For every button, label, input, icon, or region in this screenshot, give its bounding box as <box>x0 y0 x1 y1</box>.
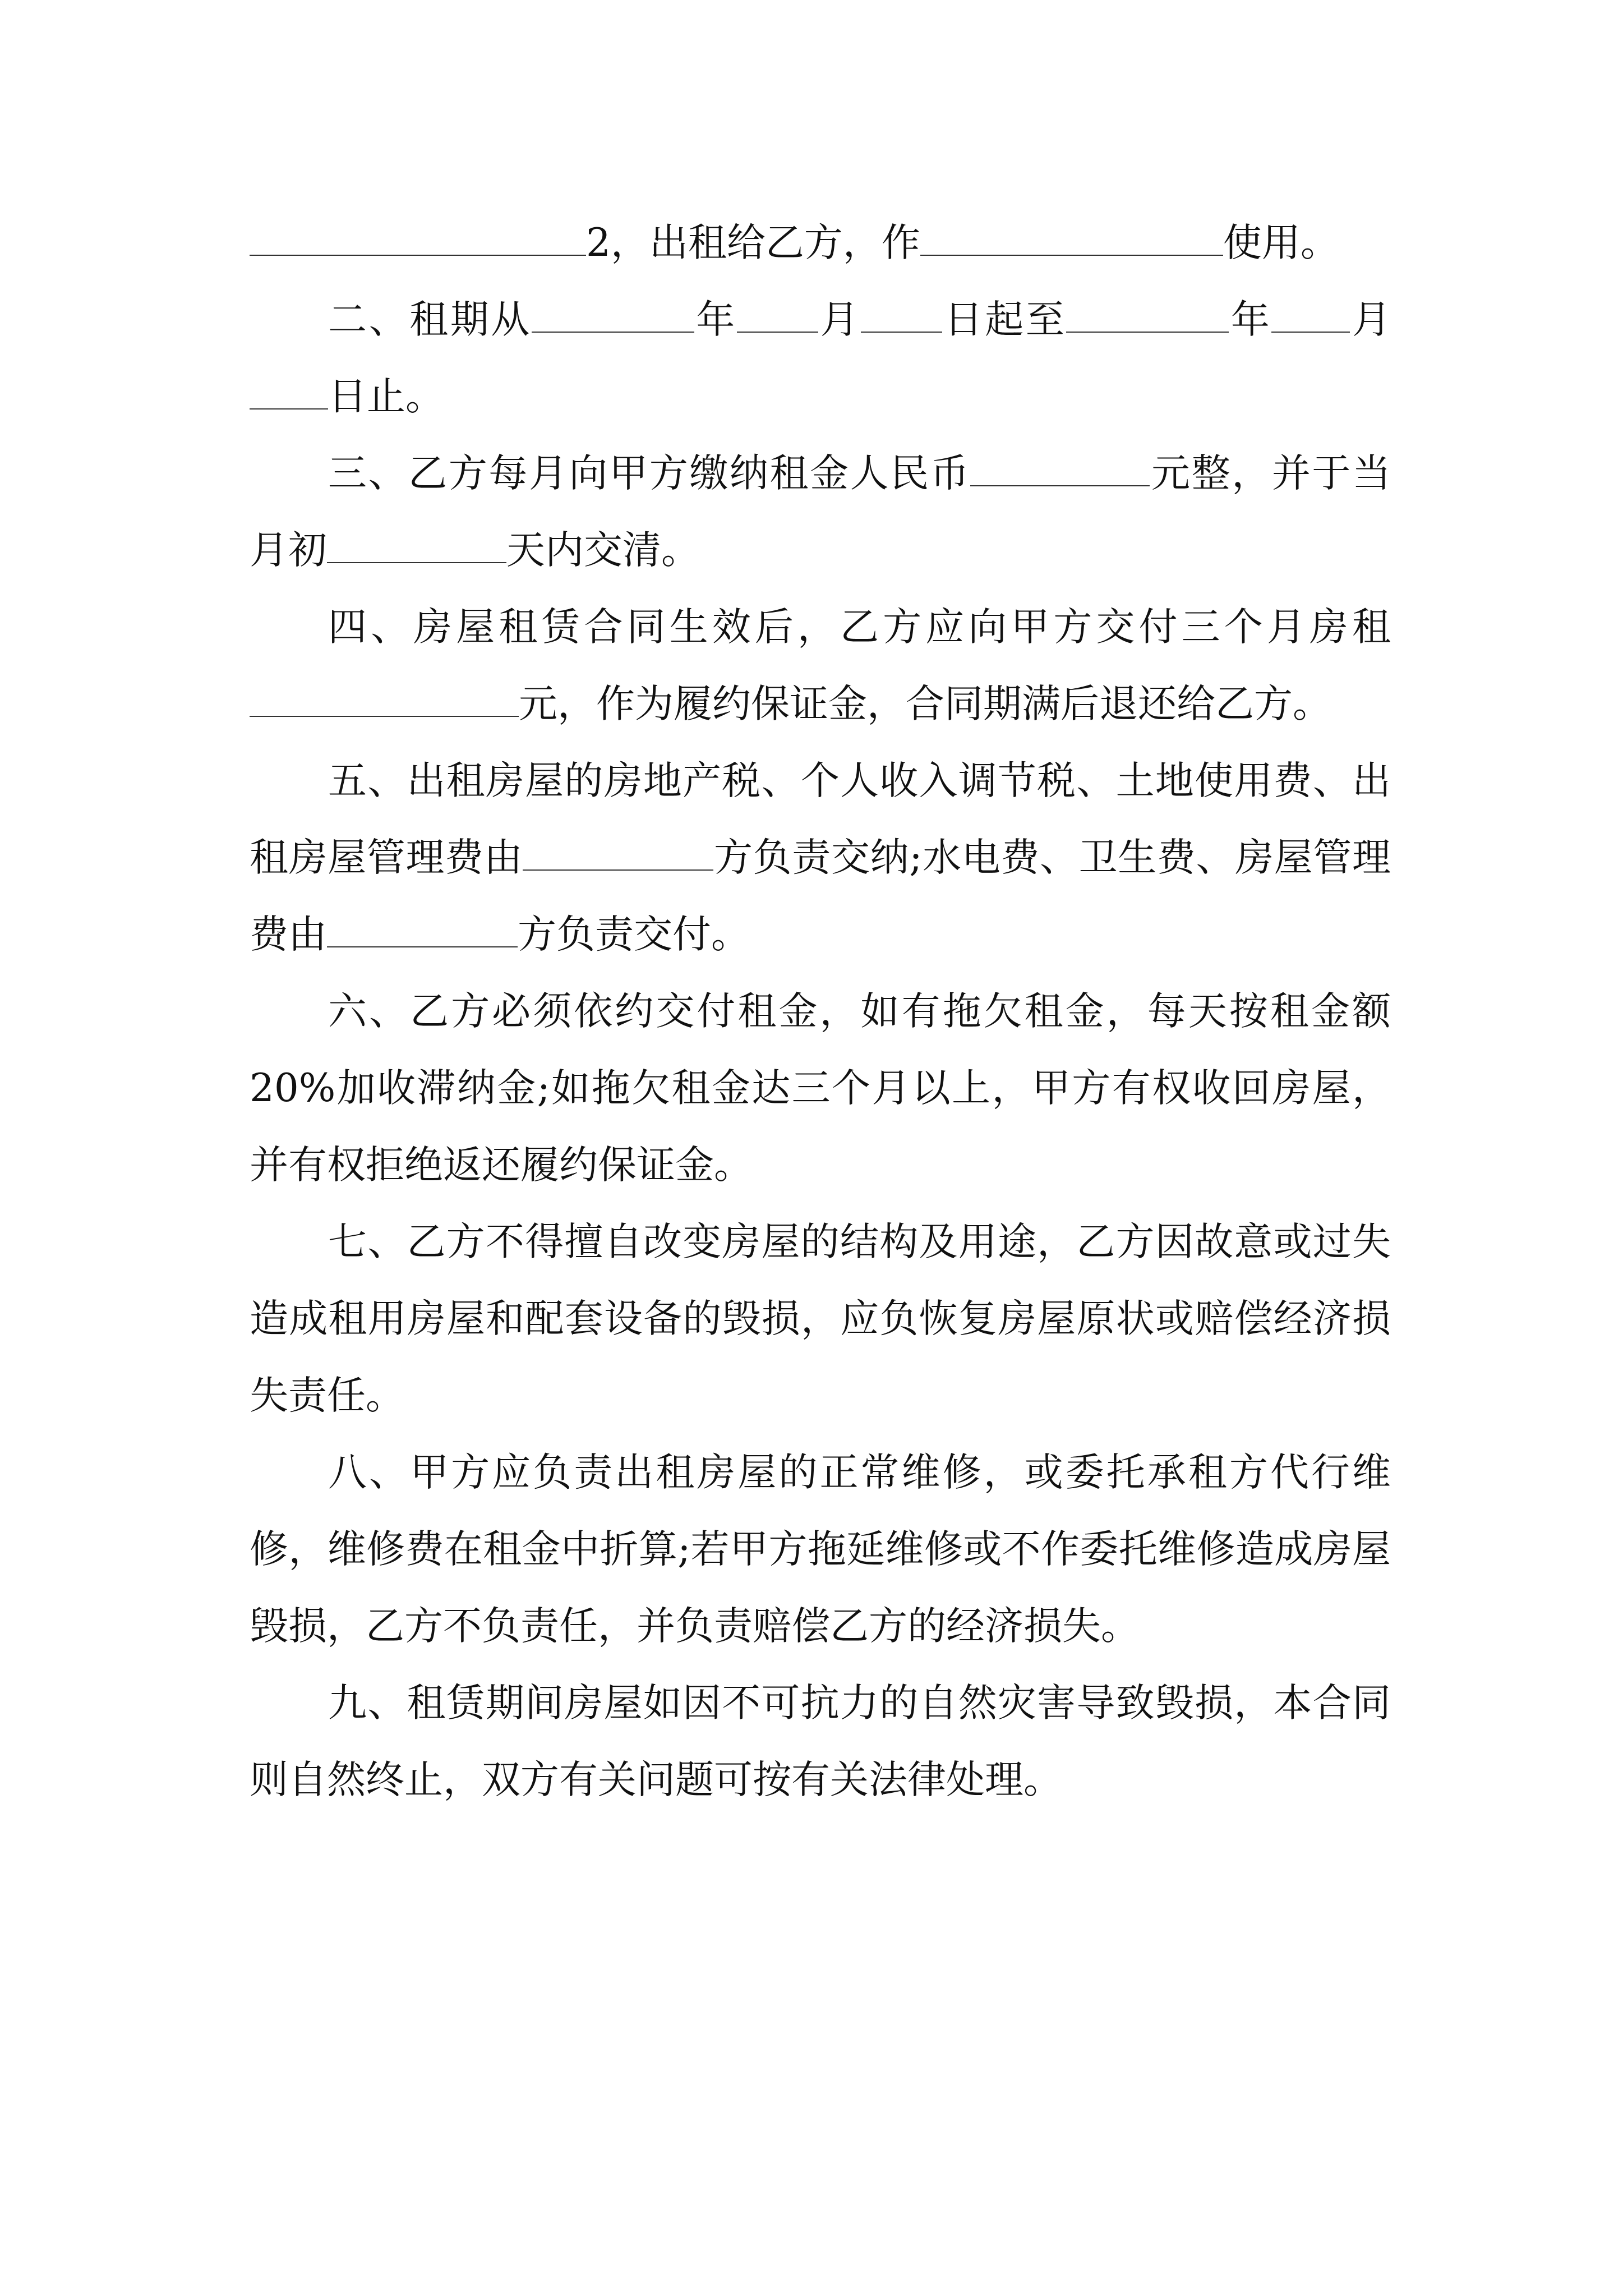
blank-line <box>250 679 519 717</box>
paragraph-fees <box>250 743 1391 973</box>
text-segment: 元，作为履约保证金，合同期满后退还给乙方。 <box>519 682 1331 726</box>
text-segment: 五、出租房屋的房地产税、个人收入调节税、土地使用费、出租房屋管理费由 <box>250 758 1391 880</box>
text-segment: 二、租期从 <box>328 297 532 342</box>
paragraph-alterations: 七、乙方不得擅自改变房屋的结构及用途，乙方因故意或过失造成租用房屋和配套设备的毁损，应负恢复房屋原状或赔偿经济损失责任。 <box>250 1220 1391 1418</box>
document-body <box>250 205 1391 1819</box>
text-segment: 四、房屋租赁合同生效后，乙方应向甲方交付三个月房租 <box>328 605 1391 650</box>
blank-line <box>523 832 713 871</box>
text-segment: 年 <box>1229 297 1272 342</box>
text-segment: 天内交清。 <box>506 528 700 573</box>
text-segment: 方负责交纳;水电费、卫生费、房屋管理费由 <box>250 835 1391 957</box>
text-segment: 日止。 <box>328 374 444 419</box>
paragraph-force-majeure: 九、租赁期间房屋如因不可抗力的自然灾害导致毁损，本合同则自然终止，双方有关问题可按有关法律处理。 <box>250 1681 1391 1802</box>
blank-line <box>861 295 942 333</box>
paragraph-rent <box>250 435 1391 589</box>
text-segment: 元整，并于当月初 <box>250 451 1391 573</box>
blank-line <box>250 218 586 256</box>
text-segment: 三、乙方每月向甲方缴纳租金人民币 <box>328 451 971 496</box>
blank-line <box>970 448 1150 486</box>
text-segment: 月 <box>1350 297 1391 342</box>
text-segment: 2，出租给乙方，作 <box>586 220 920 265</box>
blank-line <box>250 371 328 409</box>
paragraph-late-payment: 六、乙方必须依约交付租金，如有拖欠租金，每天按租金额 20%加收滞纳金;如拖欠租金达三个月以上，甲方有权收回房屋，并有权拒绝返还履约保证金。 <box>250 989 1391 1188</box>
blank-line <box>1066 295 1229 333</box>
blank-line <box>327 909 518 947</box>
paragraph-deposit <box>250 589 1391 743</box>
paragraph-premises <box>250 205 1391 282</box>
blank-line <box>1271 295 1350 333</box>
text-segment: 使用。 <box>1223 220 1339 265</box>
text-segment: 月 <box>818 297 861 342</box>
blank-line <box>737 295 818 333</box>
paragraph-maintenance: 八、甲方应负责出租房屋的正常维修，或委托承租方代行维修，维修费在租金中折算;若甲方拖延维修或不作委托维修造成房屋毁损，乙方不负责任，并负责赔偿乙方的经济损失。 <box>250 1450 1391 1649</box>
blank-line <box>532 295 694 333</box>
paragraph-term <box>250 282 1391 435</box>
blank-line <box>920 218 1223 256</box>
text-segment: 日起至 <box>942 297 1067 342</box>
text-segment: 年 <box>694 297 737 342</box>
blank-line <box>327 525 506 563</box>
text-segment: 方负责交付。 <box>518 912 750 957</box>
